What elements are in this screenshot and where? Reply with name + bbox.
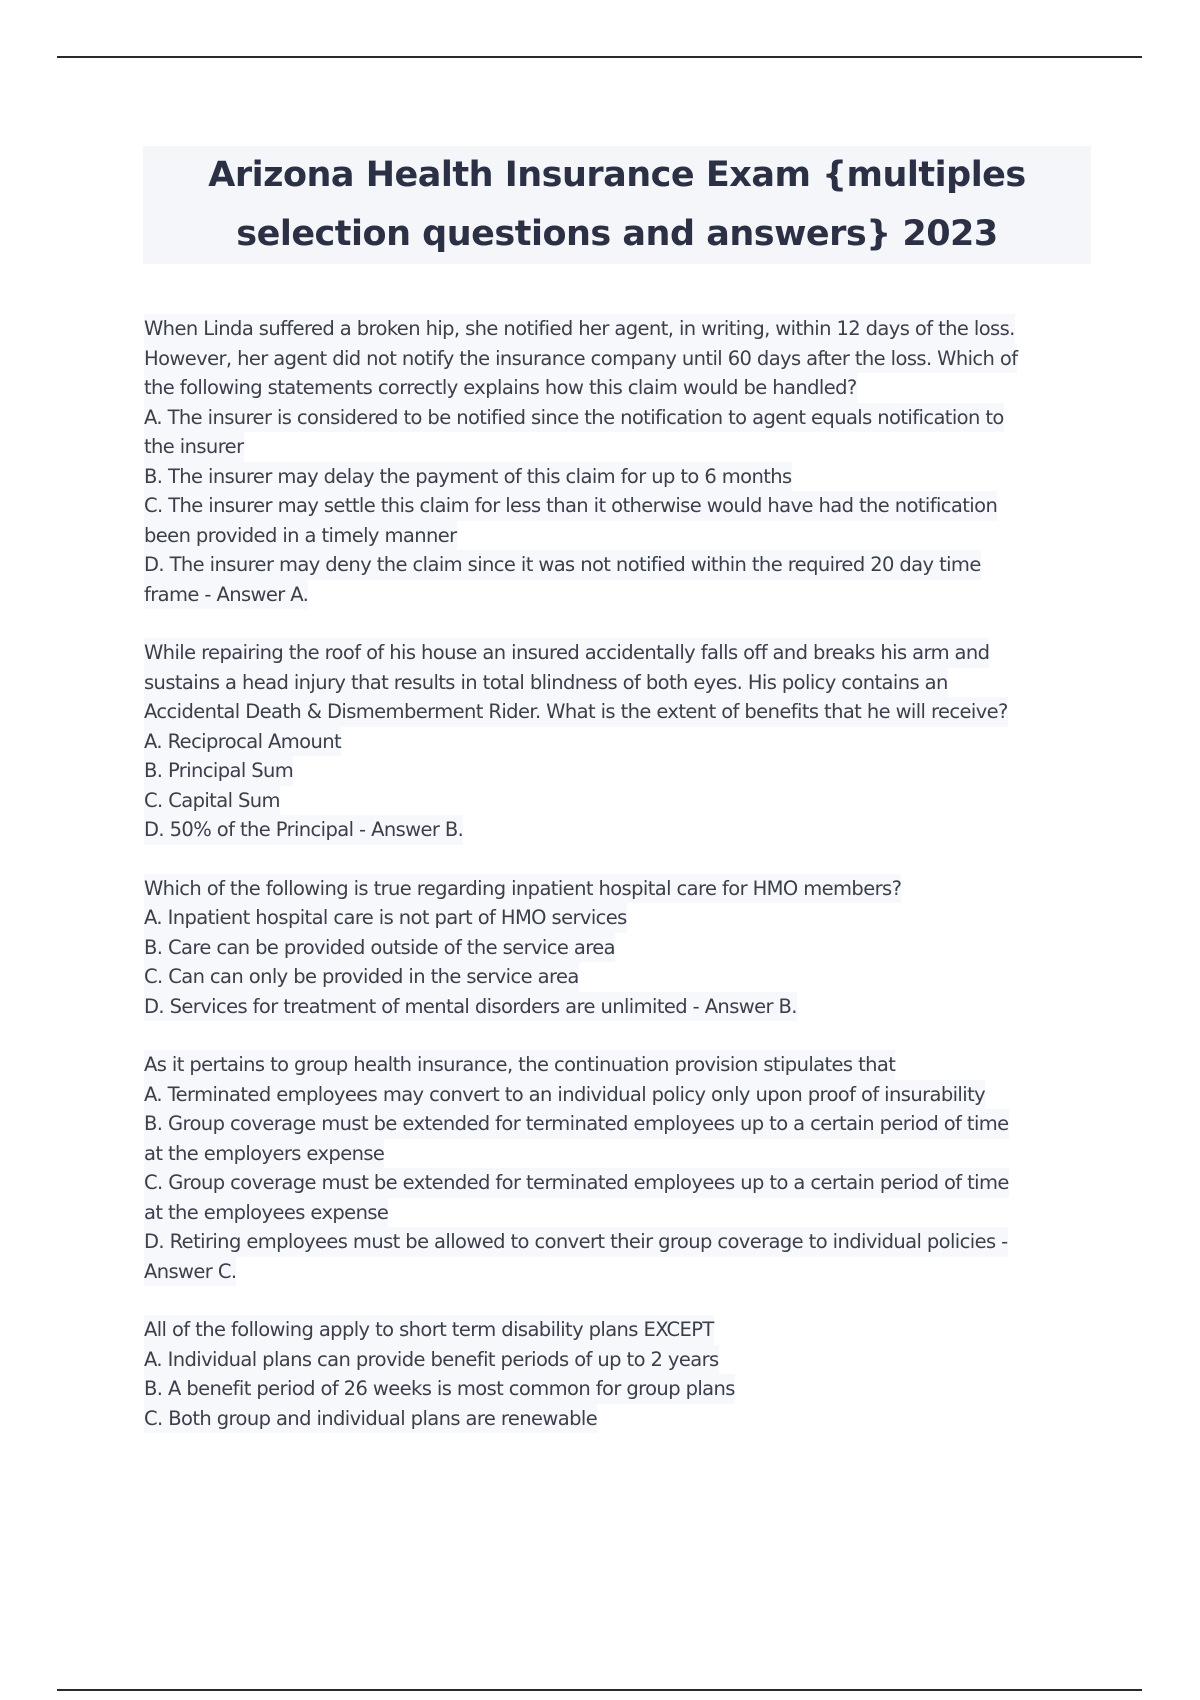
answer-line: D. 50% of the Principal - Answer B.	[144, 815, 463, 845]
option-d-line: D. Retiring employees must be allowed to convert their group coverage to individual policies -	[144, 1227, 1008, 1257]
question-text-line: sustains a head injury that results in total blindness of both eyes. His policy contains an	[144, 668, 948, 698]
question-text-line: Which of the following is true regarding inpatient hospital care for HMO members?	[144, 874, 901, 904]
document-title	[208, 146, 1026, 264]
bottom-rule	[57, 1689, 1142, 1691]
option-b-line: B. Principal Sum	[144, 756, 293, 786]
title-line-2: selection questions and answers} 2023	[236, 214, 998, 254]
question-1	[144, 314, 1104, 609]
title-block	[143, 146, 1091, 264]
question-5	[144, 1315, 1104, 1433]
option-c-line: at the employees expense	[144, 1198, 388, 1228]
title-line-1: Arizona Health Insurance Exam {multiples	[208, 155, 1026, 195]
answer-line: D. Services for treatment of mental disorders are unlimited - Answer B.	[144, 992, 797, 1022]
option-b-line: B. A benefit period of 26 weeks is most common for group plans	[144, 1374, 735, 1404]
question-text-line: As it pertains to group health insurance, the continuation provision stipulates that	[144, 1050, 895, 1080]
option-c-line: C. Capital Sum	[144, 786, 280, 816]
option-c-line: C. Both group and individual plans are renewable	[144, 1404, 597, 1434]
option-c-line: C. The insurer may settle this claim for less than it otherwise would have had the notification	[144, 491, 997, 521]
option-d-line: D. The insurer may deny the claim since it was not notified within the required 20 day time	[144, 550, 981, 580]
question-list	[144, 314, 1104, 1462]
question-text-line: When Linda suffered a broken hip, she notified her agent, in writing, within 12 days of the loss.	[144, 314, 1015, 344]
option-a-line: A. The insurer is considered to be notified since the notification to agent equals notification to	[144, 403, 1004, 433]
question-4	[144, 1050, 1104, 1286]
option-a-line: A. Individual plans can provide benefit periods of up to 2 years	[144, 1345, 719, 1375]
question-text-line: While repairing the roof of his house an insured accidentally falls off and breaks his arm and	[144, 638, 989, 668]
option-b-line: at the employers expense	[144, 1139, 384, 1169]
option-a-line: A. Terminated employees may convert to an individual policy only upon proof of insurability	[144, 1080, 985, 1110]
question-3	[144, 874, 1104, 1022]
question-text-line: However, her agent did not notify the insurance company until 60 days after the loss. Which of	[144, 344, 1017, 374]
option-c-line: C. Group coverage must be extended for terminated employees up to a certain period of time	[144, 1168, 1009, 1198]
option-c-line: C. Can can only be provided in the service area	[144, 962, 579, 992]
question-text-line: the following statements correctly explains how this claim would be handled?	[144, 373, 857, 403]
question-2	[144, 638, 1104, 845]
option-b-line: B. Care can be provided outside of the service area	[144, 933, 615, 963]
question-text-line: All of the following apply to short term disability plans EXCEPT	[144, 1315, 714, 1345]
answer-line: Answer C.	[144, 1257, 236, 1287]
option-a-line: A. Inpatient hospital care is not part of HMO services	[144, 903, 627, 933]
option-a-line: the insurer	[144, 432, 244, 462]
question-text-line: Accidental Death & Dismemberment Rider. What is the extent of benefits that he will receive?	[144, 697, 1008, 727]
answer-line: frame - Answer A.	[144, 580, 308, 610]
option-b-line: B. Group coverage must be extended for terminated employees up to a certain period of time	[144, 1109, 1009, 1139]
top-rule	[57, 56, 1142, 58]
option-b-line: B. The insurer may delay the payment of this claim for up to 6 months	[144, 462, 792, 492]
option-c-line: been provided in a timely manner	[144, 521, 457, 551]
option-a-line: A. Reciprocal Amount	[144, 727, 341, 757]
